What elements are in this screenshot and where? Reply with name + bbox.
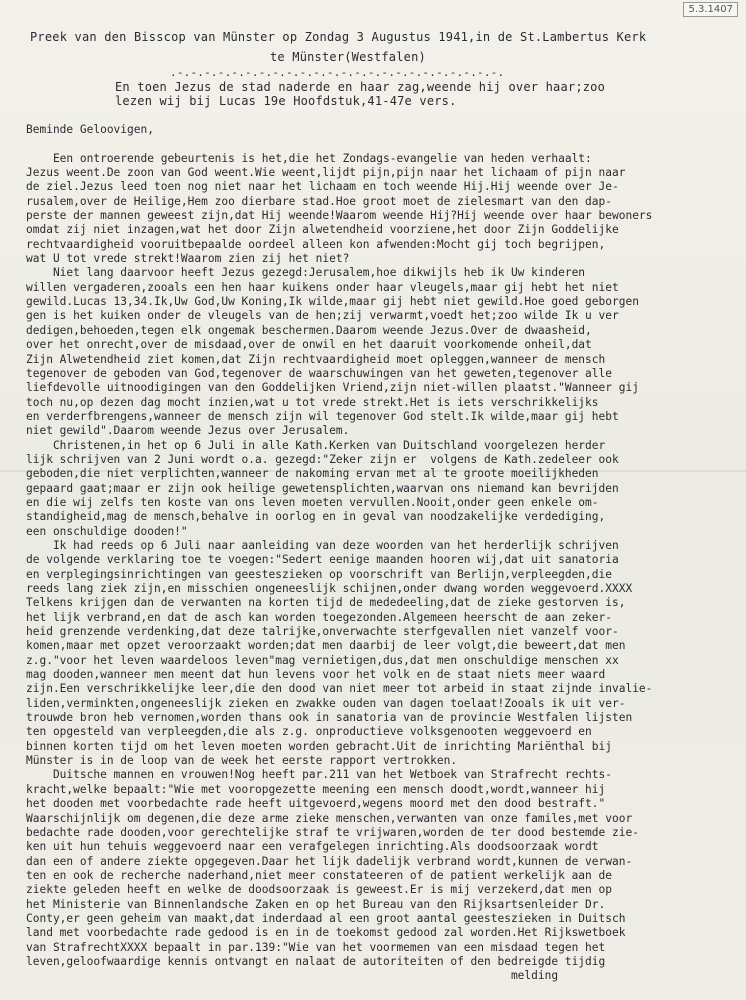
text-line: rechtvaardigheid vooruitbepaalde oordeel alleen kon afwenden:Mocht gij toch begrijpen, <box>26 237 606 251</box>
text-line: ten opgesteld van verpleegden,die als z.g. onproductieve volksgenooten weggevoerd en <box>26 725 592 739</box>
text-line: binnen korten tijd om het leven moeten worden gebracht.Uit de inrichting Mariënthal bij <box>26 739 612 753</box>
text-line <box>26 137 726 151</box>
text-line: gepaard gaat;maar er zijn ook heilige gewetensplichten,waarvan ons niemand kan bevrijden <box>26 481 619 495</box>
text-line: Jezus weent.De zoon van God weent.Wie weent,lijdt pijn,pijn naar het lichaam of pijn naar <box>26 166 626 180</box>
text-line: mag dooden,wanneer men meent dat hun levens voor het volk en de staat niets meer waard <box>26 668 606 682</box>
text-line: Niet lang daarvoor heeft Jezus gezegd:Jerusalem,hoe dikwijls heb ik Uw kinderen <box>26 266 586 280</box>
text-line: Beminde Geloovigen, <box>26 123 154 136</box>
text-line: en die wij zelfs ten koste van ons leven moeten vervullen.Nooit,onder geen enkele om- <box>26 495 599 509</box>
text-line: melding <box>26 969 559 983</box>
text-line: lijk schrijven van 2 Juni wordt o.a. gezegd:"Zeker zijn er volgens de Kath.zedeleer ook <box>26 452 619 466</box>
text-line: trouwde bron heb vernomen,worden thans ook in sanatoria van de provincie Westfalen lijsten <box>26 711 633 725</box>
text-line: dedigen,behoeden,tegen elk ongemak beschermen.Daarom weende Jezus.Over de dwaasheid, <box>26 323 592 337</box>
text-line: Een ontroerende gebeurtenis is het,die het Zondags-evangelie van heden verhaalt: <box>26 151 592 165</box>
text-line: heid grenzende verdenking,dat deze talrijke,onverwachte sterfgevallen niet vanzelf voor- <box>26 625 619 639</box>
text-line: Conty,er geen geheim van maakt,dat inderdaad al een groot aantal geesteszieken in Duitsch <box>26 911 626 925</box>
text-line: geboden,die niet verplichten,wanneer de nakoming ervan met al te groote moeilijkheden <box>26 467 599 481</box>
text-line: bedachte rade dooden,voor gerechtelijke straf te vrijwaren,worden de ter dood bestemde zie- <box>26 825 639 839</box>
text-line: liden,verminkten,ongeneeslijk zieken en zwakke ouden van dagen toelaat!Zooals ik uit ver- <box>26 696 626 710</box>
text-line: ten en ook de recherche naderhand,niet meer constateeren of de patient werkelijk aan de <box>26 868 612 882</box>
text-line: van StrafrechtXXXX bepaalt in par.139:"Wie van het voormemen van een misdaad tegen het <box>26 940 606 954</box>
text-line: niet gewild".Daarom weende Jezus over Jerusalem. <box>26 424 350 438</box>
text-line: zijn.Een verschrikkelijke leer,die den dood van niet meer tot arbeid in staat zijnde invalie- <box>26 682 653 696</box>
text-line: het Ministerie van Binnenlandsche Zaken en op het Bureau van den Rijksartsenleider Dr. <box>26 897 606 911</box>
text-line: liefdevolle uitnoodigingen van den Goddelijken Vriend,zijn niet-willen plaatst."Wanneer gij <box>26 381 639 395</box>
text-line: kracht,welke bepaalt:"Wie met vooropgezette meening een mensch doodt,wordt,wanneer hij <box>26 782 606 796</box>
text-line: reeds lang ziek zijn,en misschien ongeneeslijk schijnen,onder dwang worden weggevoerd.XXXX <box>26 582 633 595</box>
text-line: perste der mannen geweest zijn,dat Hij weende!Waarom weende Hij?Hij weende over haar bewoners <box>26 209 653 223</box>
text-line: Ik had reeds op 6 Juli naar aanleiding van deze woorden van het herderlijk schrijven <box>26 538 619 552</box>
heading-separator: .-.-.-.-.-.-.-.-.-.-.-.-.-.-.-.-.-.-.-.-.-.-.-.-. <box>170 66 505 79</box>
text-line: Duitsche mannen en vrouwen!Nog heeft par.211 van het Wetboek van Strafrecht rechts- <box>26 768 612 782</box>
heading-title: Preek van den Bisscop van Münster op Zondag 3 Augustus 1941,in de St.Lambertus Kerk <box>30 30 647 44</box>
sermon-body <box>26 123 726 984</box>
text-line: land met voorbedachte rade gedood is en in de toekomst gedood zal worden.Het Rijkswetboek <box>26 926 626 940</box>
text-line: de volgende verklaring toe te voegen:"Sedert eenige maanden hooren wij,dat uit sanatoria <box>26 553 619 567</box>
text-line: Münster is in de loop van de week het eerste rapport vertrokken. <box>26 754 458 768</box>
text-line: Telkens krijgen dan de verwanten na korten tijd de mededeeling,dat de zieke gestorven is, <box>26 596 626 610</box>
archive-number-label: 5.3.1407 <box>683 2 738 17</box>
text-line: een onschuldige dooden!" <box>26 524 188 538</box>
scripture-line-2: lezen wij bij Lucas 19e Hoofdstuk,41-47e vers. <box>115 94 457 108</box>
text-line: het dooden met voorbedachte rade heeft uitgevoerd,wegens moord met den dood bestraft." <box>26 797 606 811</box>
text-line: toch nu,op dezen dag mocht inzien,wat u tot vrede strekt.Het is iets verschrikkelijks <box>26 395 599 409</box>
text-line: dan een of andere ziekte opgegeven.Daar het lijk dadelijk verbrand wordt,kunnen de verwan- <box>26 854 633 868</box>
text-line: en verplegingsinrichtingen van geesteszieken op voorschrift van Berlijn,verpleegden,die <box>26 567 612 581</box>
text-line: z.g."voor het leven waardeloos leven"mag vernietigen,dus,dat men onschuldige menschen xx <box>26 653 619 667</box>
text-line: komen,maar met opzet veroorzaakt worden;dat men daarbij de leer volgt,die beweert,dat men <box>26 639 626 653</box>
heading-location: te Münster(Westfalen) <box>270 50 426 64</box>
text-line: rusalem,over de Heilige,Hem zoo dierbare stad.Hoe groot moet de zielesmart van den dap- <box>26 194 612 208</box>
text-line: willen vergaderen,zooals een hen haar kuikens onder haar vleugels,maar gij hebt het niet <box>26 280 619 294</box>
text-line: standigheid,mag de mensch,behalve in oorlog en in geval van noodzakelijke verdediging, <box>26 510 606 524</box>
text-line: omdat zij niet inzagen,wat het door Zijn alwetendheid voorziene,het door Zijn Goddelijke <box>26 223 619 237</box>
text-line: wat U tot vrede strekt!Waarom zien zij het niet? <box>26 252 350 266</box>
scripture-line-1: En toen Jezus de stad naderde en haar zag,weende hij over haar;zoo <box>115 80 606 94</box>
text-line: gewild.Lucas 13,34.Ik,Uw God,Uw Koning,Ik wilde,maar gij hebt niet gewild.Hoe goed geborgen <box>26 295 639 309</box>
text-line: Christenen,in het op 6 Juli in alle Kath.Kerken van Duitschland voorgelezen herder <box>26 438 606 452</box>
text-line: ziekte geleden heeft en welke de doodsoorzaak is geweest.Er is mij verzekerd,dat men op <box>26 883 612 897</box>
text-line: en verderfbrengens,wanneer de mensch zijn wil tegenover God stelt.Ik wilde,maar gij hebt <box>26 409 619 423</box>
text-line: ken uit hun tehuis weggevoerd naar een verafgelegen inrichting.Als doodsoorzaak wordt <box>26 840 599 854</box>
text-line: de ziel.Jezus leed toen nog niet naar het lichaam en toch weende Hij.Hij weende over Je- <box>26 180 619 194</box>
document-heading <box>30 30 720 108</box>
text-line: Zijn Alwetendheid ziet komen,dat Zijn rechtvaardigheid moet opleggen,wanneer de mensch <box>26 352 606 366</box>
text-line: leven,geloofwaardige kennis ontvangt en nalaat de autoriteiten of den bedreigde tijdig <box>26 954 606 968</box>
text-line: tegenover de geboden van God,tegenover de waarschuwingen van het geweten,tegenover alle <box>26 366 612 380</box>
text-line: Waarschijnlijk om degenen,die deze arme zieke menschen,verwanten van onze familes,met voor <box>26 811 633 825</box>
text-line: het lijk verbrand,en dat de asch kan worden toegezonden.Algemeen heerscht de aan zeker- <box>26 610 612 624</box>
text-line: over het onrecht,over de misdaad,over de onwil en het daaruit voorkomende onheil,dat <box>26 338 592 352</box>
text-line: gen is het kuiken onder de vleugels van de hen;zij verwarmt,voedt het;zoo wilde Ik u ver <box>26 309 619 323</box>
